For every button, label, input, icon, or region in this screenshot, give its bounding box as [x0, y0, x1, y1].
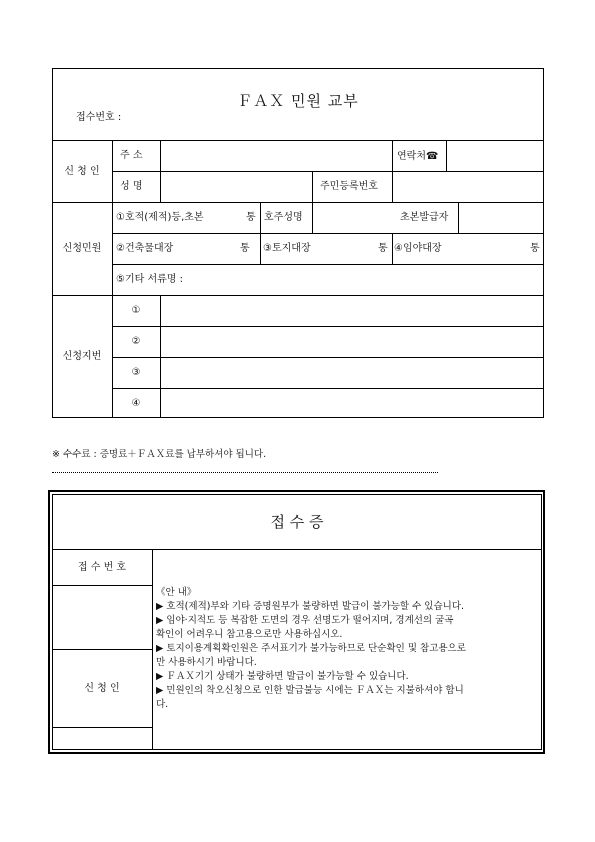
extract-issuer-field[interactable]	[459, 203, 543, 232]
item5-label: ⑤기타 서류명 :	[116, 274, 183, 285]
item3-unit: 통	[378, 243, 388, 254]
lot-field-3[interactable]	[161, 358, 543, 387]
form-rule	[112, 233, 544, 234]
receipt-number-label: 접 수 번 호	[77, 562, 127, 573]
receipt-number-label: 접수번호 :	[76, 112, 122, 123]
receipt-rule	[152, 549, 153, 750]
name-field[interactable]	[161, 172, 311, 201]
lot-number-3: ③	[131, 367, 141, 378]
form-rule	[392, 233, 393, 264]
address-field[interactable]	[161, 141, 391, 170]
lot-number-4: ④	[131, 398, 141, 409]
receipt-rule	[52, 585, 152, 586]
notice-line: ▶ 호적(제적)부와 기타 증명원부가 불량하면 발급이 불가능할 수 있습니다.	[156, 601, 465, 612]
item1-unit: 통	[246, 212, 256, 223]
notice-line: ▶ 토지이용계획확인원은 주서표기가 불가능하므로 단순확인 및 참고용으로	[156, 643, 466, 654]
other-document-field[interactable]	[200, 265, 543, 294]
notice-block	[156, 586, 538, 712]
item3-label: ③토지대장	[263, 243, 311, 254]
receipt-rule	[52, 549, 542, 550]
contact-label: 연락처☎	[397, 151, 439, 162]
resident-number-label: 주민등록번호	[320, 181, 378, 192]
item2-label: ②건축물대장	[116, 243, 174, 254]
item1-label: ①호적(제적)등,초본	[116, 212, 204, 223]
lot-field-2[interactable]	[161, 327, 543, 356]
address-label: 주 소	[120, 150, 143, 161]
notice-line: ▶ 임야·지적도 등 복잡한 도면의 경우 선명도가 떨어지며, 경계선의 굴곡	[156, 615, 454, 626]
notice-line: ▶ 민원인의 착오신청으로 인한 발급불능 시에는 ＦＡＸ는 지불하셔야 합니	[156, 685, 464, 696]
receipt-title: 접 수 증	[270, 513, 324, 531]
lot-number-1: ①	[131, 305, 141, 316]
item4-unit: 통	[530, 243, 540, 254]
head-name-field[interactable]	[313, 203, 391, 232]
head-name-label: 호주성명	[264, 212, 303, 223]
fee-note: ※ 수수료 : 증명료＋ＦＡＸ료를 납부하셔야 됩니다.	[52, 449, 267, 460]
form-title: ＦＡＸ 민원 교부	[237, 92, 359, 110]
resident-number-field[interactable]	[393, 172, 543, 201]
form-rule	[312, 171, 313, 202]
item2-unit: 통	[240, 243, 250, 254]
receipt-rule	[52, 727, 152, 728]
item4-label: ④임야대장	[394, 243, 442, 254]
name-label: 성 명	[120, 181, 143, 192]
form-rule	[260, 202, 261, 264]
notice-line: 다.	[156, 699, 169, 710]
contact-field[interactable]	[447, 141, 543, 170]
lot-number-2: ②	[131, 336, 141, 347]
lot-field-4[interactable]	[161, 389, 543, 417]
notice-line: ▶ ＦＡＸ기기 상태가 불량하면 발급이 불가능할 수 있습니다.	[156, 671, 409, 682]
notice-heading: 《안 내》	[156, 587, 197, 598]
receipt-applicant-label: 신 청 인	[84, 683, 120, 694]
cut-line	[52, 472, 438, 473]
petition-label: 신청민원	[62, 243, 102, 254]
notice-line: 확인이 어려우니 참고용으로만 사용하십시오.	[156, 629, 343, 640]
extract-issuer-label: 초본발급자	[400, 212, 449, 223]
applicant-label: 신 청 인	[64, 166, 100, 177]
receipt-rule	[52, 649, 152, 650]
lot-field-1[interactable]	[161, 296, 543, 325]
lot-number-label: 신청지번	[62, 351, 102, 362]
notice-line: 만 사용하시기 바랍니다.	[156, 657, 257, 668]
